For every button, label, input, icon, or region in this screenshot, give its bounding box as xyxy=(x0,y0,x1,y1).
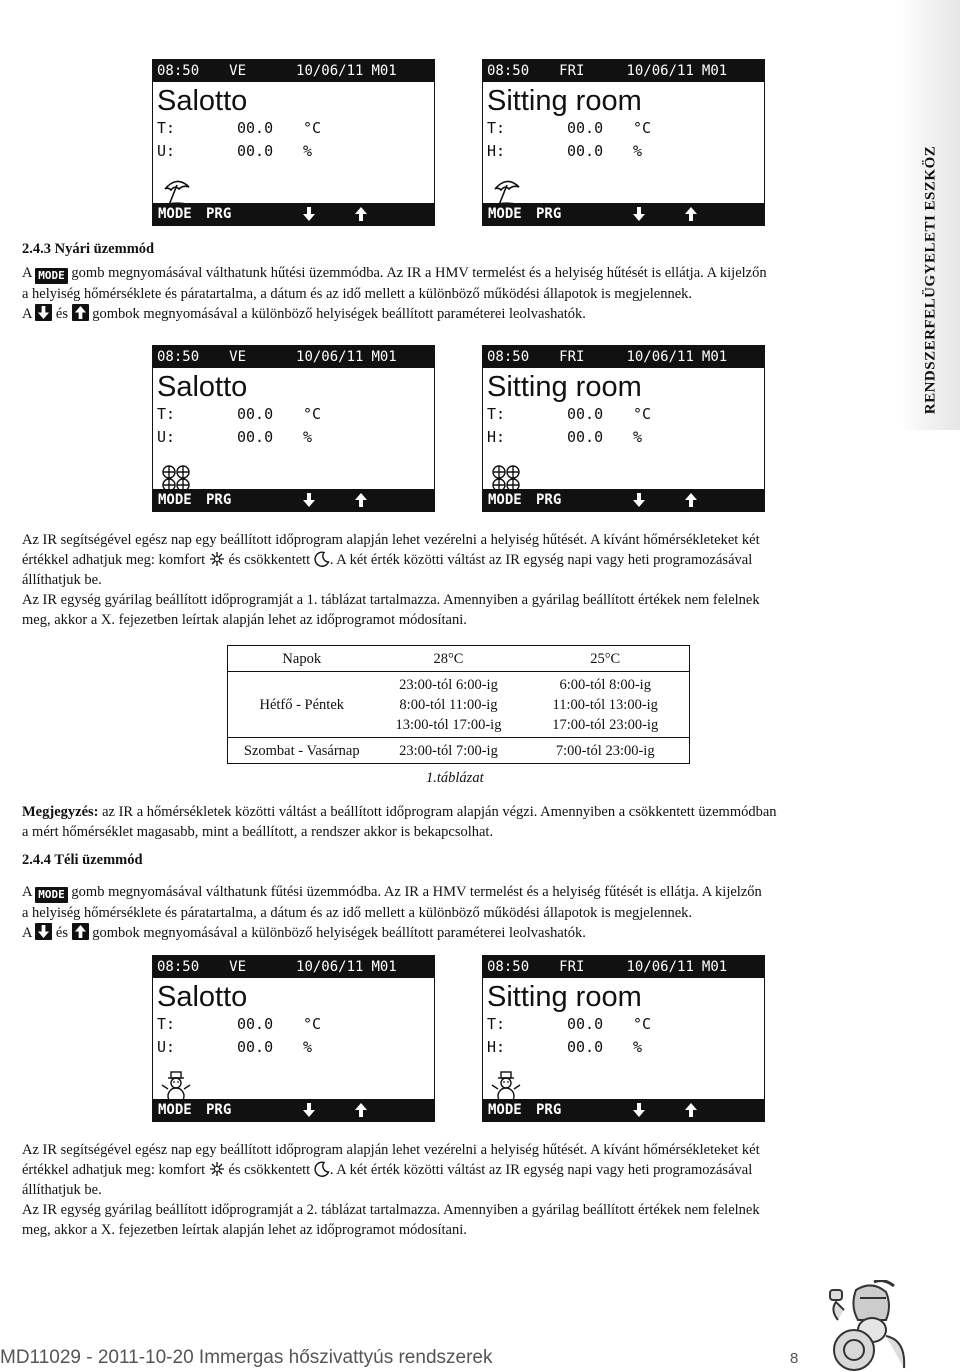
lcd-day: VE xyxy=(229,63,247,79)
lcd-status-bar xyxy=(483,956,764,978)
lcd-time: 08:50 xyxy=(487,63,530,79)
arrow-down-icon xyxy=(303,207,315,221)
table-header: Napok xyxy=(228,646,376,672)
lcd-time: 08:50 xyxy=(487,349,530,365)
lcd-display-en-winter xyxy=(482,955,765,1122)
note-paragraph xyxy=(22,802,902,842)
comfort-sun-icon xyxy=(209,1161,225,1177)
temp-label: T: xyxy=(157,119,176,137)
lcd-status-bar xyxy=(483,60,764,82)
text: értékkel adhatjuk meg: komfort xyxy=(22,552,206,568)
lcd-button-bar xyxy=(153,203,434,225)
table-cell: 23:00-tól 7:00-ig xyxy=(376,738,522,764)
hum-unit: % xyxy=(633,1038,643,1056)
lcd-temp-row xyxy=(487,1013,764,1036)
lcd-hum-row xyxy=(157,1036,434,1059)
hum-value: 00.0 xyxy=(567,142,604,160)
temp-unit: °C xyxy=(303,119,322,137)
text: és xyxy=(55,306,69,322)
text: 6:00-tól 8:00-ig xyxy=(559,676,651,693)
lcd-day: FRI xyxy=(559,349,585,365)
lcd-mode-label: MODE xyxy=(158,1102,192,1118)
hum-value: 00.0 xyxy=(567,1038,604,1056)
lcd-prg-label: PRG xyxy=(536,492,562,508)
lcd-display-it-winter xyxy=(152,955,435,1122)
lcd-time: 08:50 xyxy=(157,959,200,975)
hum-label: U: xyxy=(157,1038,176,1056)
arrow-up-icon xyxy=(685,1103,697,1117)
temp-label: T: xyxy=(157,1015,176,1033)
lcd-room-name: Salotto xyxy=(157,371,248,403)
arrow-down-icon xyxy=(303,493,315,507)
lcd-prg-label: PRG xyxy=(206,206,232,222)
temp-value: 00.0 xyxy=(237,405,274,423)
hum-unit: % xyxy=(303,1038,313,1056)
lcd-mode-code: M01 xyxy=(701,63,728,79)
lcd-prg-label: PRG xyxy=(536,206,562,222)
arrow-up-icon xyxy=(355,207,367,221)
table-header: 28°C xyxy=(376,646,522,672)
hum-label: H: xyxy=(487,428,506,446)
text: gombok megnyomásával a különböző helyiségek beállított paraméterei leolvashatók. xyxy=(92,306,586,322)
text: az IR a hőmérsékletek közötti váltást a beállított időprogram alapján végzi. Amennyiben a csökkentett üzemmódban xyxy=(102,804,777,820)
hum-label: H: xyxy=(487,1038,506,1056)
lcd-room-name: Sitting room xyxy=(487,371,642,403)
text: 8:00-tól 11:00-ig xyxy=(399,696,498,713)
text: értékkel adhatjuk meg: komfort xyxy=(22,1162,206,1178)
text: Az IR segítségével egész nap egy beállított időprogram alapján lehet vezérelni a helyiség hűtését. A kívánt hőmérsékleteket két xyxy=(22,532,760,548)
lcd-hum-row xyxy=(157,426,434,449)
temp-value: 00.0 xyxy=(567,1015,604,1033)
lcd-day: VE xyxy=(229,349,247,365)
temp-unit: °C xyxy=(633,405,652,423)
paragraph-winter-intro xyxy=(22,882,902,943)
page-number: 8 xyxy=(790,1350,799,1367)
reduced-moon-icon xyxy=(314,1161,330,1177)
text: állíthatjuk be. xyxy=(22,1182,102,1198)
text: A xyxy=(22,306,32,322)
paragraph-summer-intro xyxy=(22,263,902,324)
text: 17:00-tól 23:00-ig xyxy=(552,716,659,733)
temp-unit: °C xyxy=(303,1015,322,1033)
table-caption: 1.táblázat xyxy=(426,770,484,786)
lcd-time: 08:50 xyxy=(157,349,200,365)
text: és csökkentett xyxy=(228,552,311,568)
lcd-display-en-summer xyxy=(482,59,765,226)
lcd-hum-row xyxy=(157,140,434,163)
text: . A két érték közötti váltást az IR egység napi vagy heti programozásával xyxy=(329,552,753,568)
sidebar-label: RENDSZERFELÜGYELETI ESZKÖZ xyxy=(922,145,939,415)
text: meg, akkor a X. fejezetben leírtak alapján lehet az időprogramot módosítani. xyxy=(22,612,467,628)
text: a helyiség hőmérséklete és páratartalma, a dátum és az idő mellett a különböző működési állapotok is megjelennek. xyxy=(22,286,693,302)
footer-text: MD11029 - 2011-10-20 Immergas hőszivattyús rendszerek xyxy=(0,1347,493,1368)
lcd-time: 08:50 xyxy=(157,63,200,79)
lcd-button-bar xyxy=(483,489,764,511)
mode-button-icon: MODE xyxy=(35,268,68,284)
text: 23:00-tól 6:00-ig xyxy=(399,676,498,693)
table-cell: Hétfő - Péntek xyxy=(228,672,376,738)
text: meg, akkor a X. fejezetben leírtak alapján lehet az időprogramot módosítani. xyxy=(22,1222,467,1238)
arrow-up-button-icon xyxy=(72,923,89,940)
temp-unit: °C xyxy=(303,405,322,423)
text: állíthatjuk be. xyxy=(22,572,102,588)
table-row xyxy=(228,738,690,764)
lcd-hum-row xyxy=(487,140,764,163)
lcd-date: 10/06/11 xyxy=(626,63,694,79)
lcd-button-bar xyxy=(483,1099,764,1121)
lcd-prg-label: PRG xyxy=(206,1102,232,1118)
note-label: Megjegyzés: xyxy=(22,804,99,820)
lcd-room-name: Sitting room xyxy=(487,85,642,117)
temp-label: T: xyxy=(487,119,506,137)
lcd-button-bar xyxy=(153,1099,434,1121)
table-cell xyxy=(522,672,690,738)
lcd-status-bar xyxy=(483,346,764,368)
lcd-date: 10/06/11 xyxy=(296,349,364,365)
text: gombok megnyomásával a különböző helyiségek beállított paraméterei leolvashatók. xyxy=(92,925,586,941)
lcd-day: FRI xyxy=(559,959,585,975)
lcd-room-name: Sitting room xyxy=(487,981,642,1013)
lcd-prg-label: PRG xyxy=(536,1102,562,1118)
arrow-down-icon xyxy=(633,493,645,507)
paragraph-ir-program-2 xyxy=(22,1140,902,1240)
temp-value: 00.0 xyxy=(237,119,274,137)
lcd-mode-label: MODE xyxy=(158,492,192,508)
arrow-down-button-icon xyxy=(35,304,52,321)
lcd-button-bar xyxy=(153,489,434,511)
hum-unit: % xyxy=(303,142,313,160)
lcd-date: 10/06/11 xyxy=(626,349,694,365)
arrow-down-button-icon xyxy=(35,923,52,940)
lcd-room-name: Salotto xyxy=(157,85,248,117)
arrow-down-icon xyxy=(633,207,645,221)
table-cell: 7:00-tól 23:00-ig xyxy=(522,738,690,764)
hum-value: 00.0 xyxy=(237,428,274,446)
lcd-display-it-cooling xyxy=(152,345,435,512)
text: A xyxy=(22,265,32,281)
temp-unit: °C xyxy=(633,1015,652,1033)
temp-value: 00.0 xyxy=(237,1015,274,1033)
lcd-status-bar xyxy=(153,956,434,978)
paragraph-ir-program-1 xyxy=(22,530,902,630)
lcd-display-en-cooling xyxy=(482,345,765,512)
section-heading-summer: 2.4.3 Nyári üzemmód xyxy=(22,241,155,257)
text: gomb megnyomásával válthatunk hűtési üzemmódba. Az IR a HMV termelést és a helyiség hűtését is ellátja. A kijelzőn xyxy=(71,265,767,281)
lcd-temp-row xyxy=(157,1013,434,1036)
text: A xyxy=(22,884,32,900)
section-heading-winter: 2.4.4 Téli üzemmód xyxy=(22,852,143,868)
lcd-hum-row xyxy=(487,1036,764,1059)
lcd-date: 10/06/11 xyxy=(296,959,364,975)
arrow-up-icon xyxy=(355,1103,367,1117)
hum-label: U: xyxy=(157,142,176,160)
lcd-mode-label: MODE xyxy=(158,206,192,222)
hum-unit: % xyxy=(633,428,643,446)
lcd-room-name: Salotto xyxy=(157,981,248,1013)
hum-unit: % xyxy=(633,142,643,160)
comfort-sun-icon xyxy=(209,551,225,567)
hum-value: 00.0 xyxy=(237,142,274,160)
text: és xyxy=(55,925,69,941)
arrow-up-icon xyxy=(355,493,367,507)
arrow-down-icon xyxy=(633,1103,645,1117)
hum-label: U: xyxy=(157,428,176,446)
reduced-moon-icon xyxy=(314,551,330,567)
lcd-day: FRI xyxy=(559,63,585,79)
lcd-day: VE xyxy=(229,959,247,975)
arrow-up-icon xyxy=(685,493,697,507)
text: A xyxy=(22,925,32,941)
text: a helyiség hőmérséklete és páratartalma, a dátum és az idő mellett a különböző működési állapotok is megjelennek. xyxy=(22,905,693,921)
lcd-date: 10/06/11 xyxy=(626,959,694,975)
text: 11:00-tól 13:00-ig xyxy=(552,696,658,713)
temp-label: T: xyxy=(487,405,506,423)
text: Az IR segítségével egész nap egy beállított időprogram alapján lehet vezérelni a helyiség hűtését. A kívánt hőmérsékleteket két xyxy=(22,1142,760,1158)
lcd-time: 08:50 xyxy=(487,959,530,975)
lcd-mode-code: M01 xyxy=(371,349,397,365)
text: Az IR egység gyárilag beállított időprogramját a 1. táblázat tartalmazza. Amennyiben a gyárilag beállított értékek nem felelnek xyxy=(22,592,760,608)
lcd-mode-label: MODE xyxy=(488,492,522,508)
table-header: 25°C xyxy=(522,646,690,672)
lcd-mode-label: MODE xyxy=(488,1102,522,1118)
lcd-temp-row xyxy=(487,117,764,140)
lcd-display-it-summer xyxy=(152,59,435,226)
text: a mért hőmérséklet magasabb, mint a beállított, a rendszer akkor is bekapcsolhat. xyxy=(22,824,494,840)
lcd-button-bar xyxy=(483,203,764,225)
temp-label: T: xyxy=(157,405,176,423)
lcd-temp-row xyxy=(157,403,434,426)
arrow-down-icon xyxy=(303,1103,315,1117)
sidebar xyxy=(902,0,960,1372)
lcd-mode-code: M01 xyxy=(701,959,728,975)
text: Az IR egység gyárilag beállított időprogramját a 2. táblázat tartalmazza. Amennyiben a gyárilag beállított értékek nem felelnek xyxy=(22,1202,760,1218)
temp-value: 00.0 xyxy=(567,405,604,423)
table-cell: Szombat - Vasárnap xyxy=(228,738,376,764)
lcd-status-bar xyxy=(153,60,434,82)
schedule-table xyxy=(227,645,690,764)
hum-label: H: xyxy=(487,142,506,160)
temp-label: T: xyxy=(487,1015,506,1033)
lcd-mode-code: M01 xyxy=(371,959,397,975)
text: . A két érték közötti váltást az IR egység napi vagy heti programozásával xyxy=(329,1162,753,1178)
lcd-temp-row xyxy=(487,403,764,426)
text: és csökkentett xyxy=(228,1162,311,1178)
arrow-up-icon xyxy=(685,207,697,221)
table-header-row xyxy=(228,646,690,672)
lcd-date: 10/06/11 xyxy=(296,63,364,79)
lcd-temp-row xyxy=(157,117,434,140)
table-row xyxy=(228,672,690,738)
hum-value: 00.0 xyxy=(237,1038,274,1056)
hum-unit: % xyxy=(303,428,313,446)
temp-value: 00.0 xyxy=(567,119,604,137)
hum-value: 00.0 xyxy=(567,428,604,446)
lcd-status-bar xyxy=(153,346,434,368)
lcd-mode-code: M01 xyxy=(701,349,728,365)
mode-button-icon: MODE xyxy=(35,887,68,903)
text: gomb megnyomásával válthatunk fűtési üzemmódba. Az IR a HMV termelést és a helyiség fűtését is ellátja. A kijelzőn xyxy=(71,884,762,900)
table-cell xyxy=(376,672,522,738)
gladiator-mascot-icon xyxy=(816,1280,924,1372)
lcd-prg-label: PRG xyxy=(206,492,232,508)
lcd-hum-row xyxy=(487,426,764,449)
text: 13:00-tól 17:00-ig xyxy=(395,716,502,733)
arrow-up-button-icon xyxy=(72,304,89,321)
lcd-mode-code: M01 xyxy=(371,63,397,79)
temp-unit: °C xyxy=(633,119,652,137)
lcd-mode-label: MODE xyxy=(488,206,522,222)
